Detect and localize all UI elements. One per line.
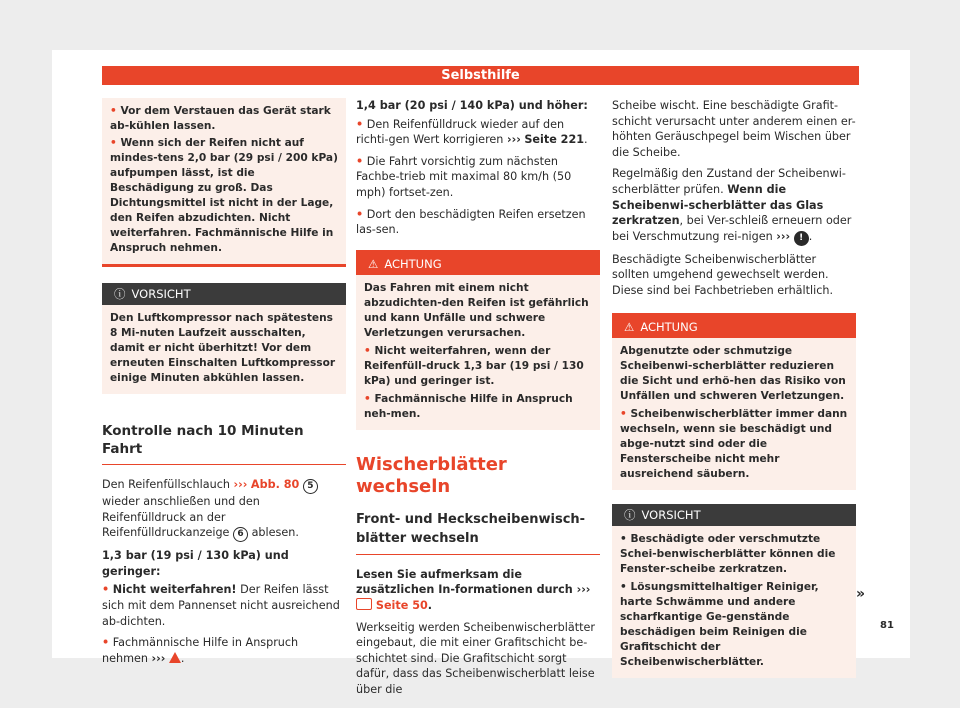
info-circle-icon: ⓘ <box>624 507 636 522</box>
continue-arrow-icon: » <box>856 586 866 602</box>
book-icon <box>356 598 372 610</box>
warning-triangle-icon[interactable] <box>169 652 181 663</box>
vorsicht-box-text: Den Luftkompressor nach spätestens 8 Mi-nuten Laufzeit ausschalten, damit er nicht überhitzt! Vor dem erneuten Einschalten Luftkompressor einige Minuten abkühlen lassen. <box>110 312 336 384</box>
box-item: Lösungsmittelhaltiger Reiniger, harte Schwämme und andere scharfkantige Ge-genstände beschädigen beim Reinigen die Grafitschicht der Scheibenwischerblätter. <box>620 580 819 668</box>
page-link[interactable]: Seite 50 <box>375 598 428 612</box>
box-item: Nicht weiterfahren, wenn der Reifenfüll-druck 1,3 bar (19 psi / 130 kPa) und geringer ist. <box>364 344 584 387</box>
section-rule <box>356 554 600 555</box>
section-rule <box>102 464 346 465</box>
achtung-box-header: ⚠ ACHTUNG <box>356 253 600 275</box>
achtung-box-header: ⚠ ACHTUNG <box>612 316 856 338</box>
figure-link[interactable]: Abb. 80 <box>250 478 300 491</box>
body-paragraph: Werkseitig werden Scheibenwischerblätter eingebaut, die mit einer Grafitschicht be-schichtet sind. Die Grafitschicht sorgt dafür, dass das Scheibenwischerblatt leise über die <box>356 620 595 696</box>
box-item: Wenn sich der Reifen nicht auf mindes-tens 2,0 bar (29 psi / 200 kPa) aufpumpen lässt, ist die Beschädigung zu groß. Das Dichtungsmittel ist nicht in der Lage, den Reifen abzudichten. Nicht weiterfahren. Fachmännische Hilfe in Anspruch nehmen. <box>110 137 338 254</box>
warning-triangle-icon: ⚠ <box>624 319 635 334</box>
page-number: 81 <box>880 620 894 631</box>
read-note: Lesen Sie aufmerksam die zusätzlichen In-formationen durch ››› Seite 50. <box>356 567 591 612</box>
box-item: Scheibenwischerblätter immer dann wechseln, wenn sie beschädigt und abge-nutzt sind oder die Fensterscheibe nicht mehr ausreichend säubern. <box>620 407 848 480</box>
warning-continuation-box: • Vor dem Verstauen das Gerät stark ab-kühlen lassen. • Wenn sich der Reifen nicht auf mindes-tens 2,0 bar (29 psi / 200 kPa) aufpumpen lässt, ist die Beschädigung zu groß. Das Dichtungsmittel ist nicht in der Lage, den Reifen abzudichten. Nicht weiterfahren. Fachmännische Hilfe in Anspruch nehmen. <box>102 98 346 267</box>
intro-paragraph: Den Reifenfüllschlauch ››› Abb. 80 5 wieder anschließen und den Reifenfülldruck an der Reifenfülldruckanzeige 6 ablesen. <box>102 477 346 542</box>
page-header: Selbsthilfe <box>102 66 859 85</box>
section-title: Kontrolle nach 10 Minuten Fahrt <box>102 423 304 457</box>
number-5-marker: 5 <box>303 479 318 494</box>
info-circle-icon: ⓘ <box>114 287 126 301</box>
list-item: • Nicht weiterfahren! Der Reifen lässt sich mit dem Pannenset nicht ausreichend ab-dichten. <box>102 583 340 628</box>
achtung-box: ⚠ ACHTUNG Abgenutzte oder schmutzige Scheibenwi-scherblätter reduzieren die Sicht und erhö-hen das Risiko von Unfällen und schweren Verletzungen. • Scheibenwischerblätter immer dann wechseln, wenn sie beschädigt und abge-nutzt sind oder die Fensterscheibe nicht mehr ausreichend säubern. <box>612 313 856 490</box>
vorsicht-box-header: ⓘ VORSICHT <box>102 283 346 305</box>
subheading: 1,4 bar (20 psi / 140 kPa) und höher: <box>356 99 588 112</box>
column-2 <box>356 98 600 704</box>
body-paragraph: Beschädigte Scheibenwischerblätter sollten umgehend gewechselt werden. Diese sind bei Fachbetrieben erhältlich. <box>612 252 834 297</box>
list-item: • Dort den beschädigten Reifen ersetzen las-sen. <box>356 207 586 237</box>
ref-arrow: ››› <box>233 478 248 491</box>
list-item: • Den Reifenfülldruck wieder auf den richti-gen Wert korrigieren ››› Seite 221. <box>356 117 588 147</box>
vorsicht-box-header: ⓘ VORSICHT <box>612 504 856 526</box>
number-6-marker: 6 <box>233 527 248 542</box>
warning-marker-icon[interactable]: ! <box>794 231 809 246</box>
column-1 <box>102 98 346 672</box>
box-item: Vor dem Verstauen das Gerät stark ab-kühlen lassen. <box>110 105 331 132</box>
page-link[interactable]: Seite 221 <box>524 133 585 147</box>
body-paragraph: Regelmäßig den Zustand der Scheibenwi-scherblätter prüfen. Wenn die Scheibenwi-scherblätter das Glas zerkratzen, bei Ver-schleiß erneuern oder bei Verschmutzung rei-nigen ››› ! . <box>612 166 856 245</box>
achtung-text: Abgenutzte oder schmutzige Scheibenwi-scherblätter reduzieren die Sicht und erhö-hen das Risiko von Unfällen und schweren Verletzungen. <box>620 344 846 402</box>
chapter-title: Wischerblätter wechseln <box>356 453 507 497</box>
body-paragraph: Scheibe wischt. Eine beschädigte Grafit-schicht verursacht unter anderem einen er-höhten Geräuschpegel beim Wischen über die Scheibe. <box>612 99 856 159</box>
subheading: 1,3 bar (19 psi / 130 kPa) und geringer: <box>102 549 289 578</box>
box-item: Fachmännische Hilfe in Anspruch neh-men. <box>364 392 573 420</box>
box-item: Beschädigte oder verschmutzte Schei-benwischerblätter können die Fenster-scheibe zerkratzen. <box>620 532 836 575</box>
list-item: • Die Fahrt vorsichtig zum nächsten Fachbe-trieb mit maximal 80 km/h (50 mph) fortset-zen. <box>356 154 572 199</box>
vorsicht-box <box>102 283 346 394</box>
warning-triangle-icon: ⚠ <box>368 256 379 271</box>
achtung-text: Das Fahren mit einem nicht abzudichten-den Reifen ist gefährlich und kann Unfälle und schwere Verletzungen verursachen. <box>364 281 589 339</box>
ref-arrow: ››› <box>151 651 166 665</box>
list-item: • Fachmännische Hilfe in Anspruch nehmen ››› . <box>102 636 299 665</box>
achtung-box: ⚠ ACHTUNG Das Fahren mit einem nicht abzudichten-den Reifen ist gefährlich und kann Unfälle und schwere Verletzungen verursachen. • Nicht weiterfahren, wenn der Reifenfüll-druck 1,3 bar (19 psi / 130 kPa) und geringer ist. • Fachmännische Hilfe in Anspruch neh-men. <box>356 250 600 430</box>
column-3 <box>612 98 856 678</box>
vorsicht-box: ⓘ VORSICHT • Beschädigte oder verschmutzte Schei-benwischerblätter können die Fenster-scheibe zerkratzen. • Lösungsmittelhaltiger Reiniger, harte Schwämme und andere scharfkantige Ge-genstände beschädigen beim Reinigen die Grafitschicht der Scheibenwischerblätter. <box>612 504 856 678</box>
section-title: Front- und Heckscheibenwisch-blätter wechseln <box>356 511 586 546</box>
